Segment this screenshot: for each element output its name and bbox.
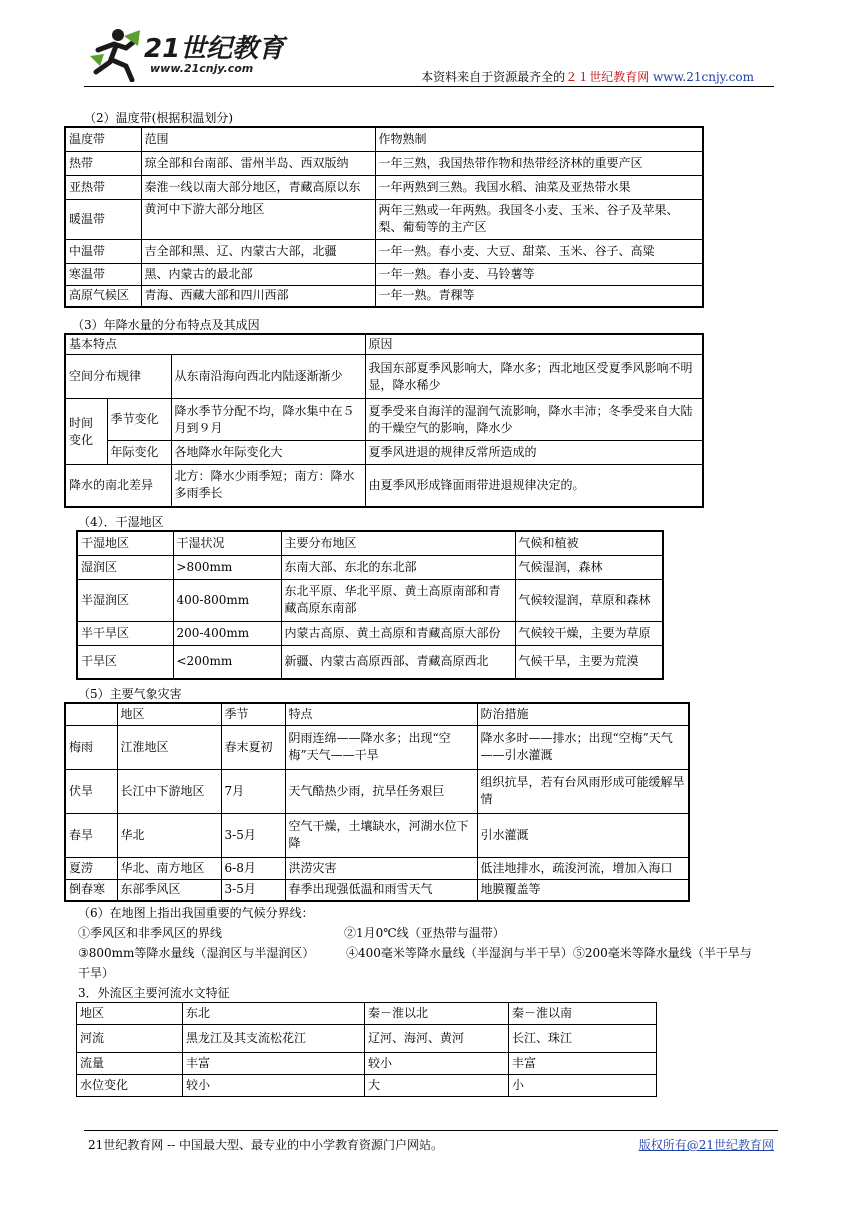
table-cell: 河流	[77, 1025, 183, 1053]
table-cell: 一年一熟。春小麦、马铃薯等	[375, 263, 703, 285]
table-cell: 黑、内蒙古的最北部	[141, 263, 375, 285]
temp-zone-table	[64, 126, 704, 308]
table-header-row	[77, 531, 663, 555]
dry-wet-caption: （4）．干湿地区	[78, 515, 164, 529]
table-cell: 内蒙古高原、黄土高原和青藏高原大部份	[281, 621, 515, 645]
logo-text: 21世纪教育	[144, 34, 285, 64]
table-cell: 降水的南北差异	[65, 465, 171, 507]
table-cell: 400-800mm	[173, 579, 281, 621]
table-cell: 7月	[221, 769, 285, 813]
logo-site: www.21cnjy.com	[150, 62, 254, 75]
header-cell: 季节	[221, 703, 285, 725]
table-cell: 200-400mm	[173, 621, 281, 645]
table-cell: 3-5月	[221, 879, 285, 901]
header-cell: 主要分布地区	[281, 531, 515, 555]
table-cell: 长江中下游地区	[117, 769, 221, 813]
table-row	[65, 285, 703, 307]
disaster-table	[64, 702, 690, 902]
table-cell: 东部季风区	[117, 879, 221, 901]
table-cell: 洪涝灾害	[285, 857, 477, 879]
rain-caption: （3）年降水量的分布特点及其成因	[72, 318, 260, 332]
table-header-row	[65, 703, 689, 725]
table-row	[65, 725, 689, 769]
header-note	[421, 68, 754, 85]
table-cell: 琼全部和台南部、雷州半岛、西双版纳	[141, 151, 375, 175]
table-row	[65, 199, 703, 239]
header-cell: 防治措施	[477, 703, 689, 725]
table-row	[65, 879, 689, 901]
table-row	[65, 239, 703, 263]
table-cell: 两年三熟或一年两熟。我国冬小麦、玉米、谷子及苹果、梨、葡萄等的主产区	[375, 199, 703, 239]
table-row	[77, 1025, 657, 1053]
table-cell: 黑龙江及其支流松花江	[183, 1025, 365, 1053]
table-cell: 季节变化	[107, 399, 171, 441]
table-cell: 江淮地区	[117, 725, 221, 769]
header-note-prefix: 本资料来自于资源最齐全的	[421, 70, 566, 84]
table-cell: 低洼地排水，疏浚河流，增加入海口	[477, 857, 689, 879]
rivers-caption: 3．外流区主要河流水文特征	[78, 986, 230, 1000]
header-cell: 原因	[365, 334, 703, 355]
table-cell: 气候干旱，主要为荒漠	[515, 645, 663, 679]
table-row	[65, 769, 689, 813]
table-header-row	[65, 334, 703, 355]
table-cell: 6-8月	[221, 857, 285, 879]
table-cell: 从东南沿海向西北内陆逐渐渐少	[171, 355, 365, 399]
table-cell: 气候较干燥，主要为草原	[515, 621, 663, 645]
table-cell: 年际变化	[107, 441, 171, 465]
table-cell: 夏季风进退的规律反常所造成的	[365, 441, 703, 465]
table-cell: 中温带	[65, 239, 141, 263]
table-cell: 大	[365, 1075, 509, 1097]
table-cell: 一年一熟。春小麦、大豆、甜菜、玉米、谷子、高粱	[375, 239, 703, 263]
table-cell: 空间分布规律	[65, 355, 171, 399]
table-cell: 夏涝	[65, 857, 117, 879]
table-row	[65, 151, 703, 175]
disaster-caption: （5）主要气象灾害	[78, 687, 182, 701]
table-cell: 半干旱区	[77, 621, 173, 645]
header-cell: 干湿状况	[173, 531, 281, 555]
table-cell: 一年一熟。青稞等	[375, 285, 703, 307]
boundary-line: ④400毫米等降水量线（半湿润与半干旱）⑤200毫米等降水量线（半干旱与	[346, 946, 752, 960]
logo	[88, 26, 298, 82]
footer-divider	[84, 1130, 778, 1131]
header-cell: 干湿地区	[77, 531, 173, 555]
boundary-line: ①季风区和非季风区的界线	[78, 926, 223, 940]
table-cell: 春季出现强低温和雨雪天气	[285, 879, 477, 901]
table-cell: 组织抗旱，若有台风雨形成可能缓解旱情	[477, 769, 689, 813]
table-row	[77, 645, 663, 679]
table-cell: 高原气候区	[65, 285, 141, 307]
footer-text: 21世纪教育网 -- 中国最大型、最专业的中小学教育资源门户网站。	[88, 1138, 444, 1152]
table-row	[65, 355, 703, 399]
table-cell: 较小	[365, 1053, 509, 1075]
header-cell: 温度带	[65, 127, 141, 151]
table-cell: 东北平原、华北平原、黄土高原南部和青藏高原东南部	[281, 579, 515, 621]
table-cell: <200mm	[173, 645, 281, 679]
header-cell: 地区	[117, 703, 221, 725]
header-cell: 基本特点	[65, 334, 365, 355]
table-cell: 一年两熟到三熟。我国水稻、油菜及亚热带水果	[375, 175, 703, 199]
boundary-line: ③800mm等降水量线（湿润区与半湿润区）	[78, 946, 315, 960]
table-cell: 吉全部和黑、辽、内蒙古大部，北疆	[141, 239, 375, 263]
table-row	[65, 813, 689, 857]
table-row	[65, 465, 703, 507]
temp-zone-caption: （2）温度带(根据积温划分)	[84, 111, 233, 125]
table-cell: 引水灌溉	[477, 813, 689, 857]
footer-copyright-link[interactable]: 版权所有@21世纪教育网	[638, 1138, 774, 1152]
table-cell: 夏季受来自海洋的湿润气流影响，降水丰沛；冬季受来自大陆的干燥空气的影响，降水少	[365, 399, 703, 441]
table-cell: 阴雨连绵——降水多；出现“空梅”天气——干旱	[285, 725, 477, 769]
table-cell: 气候较湿润，草原和森林	[515, 579, 663, 621]
table-cell: 春旱	[65, 813, 117, 857]
table-cell: 东南大部、东北的东北部	[281, 555, 515, 579]
table-cell: 我国东部夏季风影响大，降水多；西北地区受夏季风影响不明显，降水稀少	[365, 355, 703, 399]
header-note-url[interactable]: www.21cnjy.com	[653, 70, 754, 84]
table-row	[65, 175, 703, 199]
table-cell: 丰富	[183, 1053, 365, 1075]
table-cell: 湿润区	[77, 555, 173, 579]
table-cell: 流量	[77, 1053, 183, 1075]
header-note-brand: ２１世纪教育网	[565, 70, 650, 84]
rain-table	[64, 333, 704, 508]
header-cell: 秦－淮以南	[509, 1003, 657, 1025]
boundary-line: 干旱）	[78, 966, 115, 980]
table-row	[65, 857, 689, 879]
table-cell: 一年三熟，我国热带作物和热带经济林的重要产区	[375, 151, 703, 175]
table-row	[77, 621, 663, 645]
table-cell: >800mm	[173, 555, 281, 579]
table-cell: 新疆、内蒙古高原西部、青藏高原西北	[281, 645, 515, 679]
table-cell: 黄河中下游大部分地区	[141, 199, 375, 239]
table-cell: 倒春寒	[65, 879, 117, 901]
table-row	[77, 1053, 657, 1075]
header-cell: 秦－淮以北	[365, 1003, 509, 1025]
table-cell: 梅雨	[65, 725, 117, 769]
table-cell: 小	[509, 1075, 657, 1097]
table-cell: 伏旱	[65, 769, 117, 813]
table-cell: 半湿润区	[77, 579, 173, 621]
table-cell: 春末夏初	[221, 725, 285, 769]
table-cell: 气候湿润，森林	[515, 555, 663, 579]
table-cell: 3-5月	[221, 813, 285, 857]
table-row	[65, 441, 703, 465]
table-cell: 各地降水年际变化大	[171, 441, 365, 465]
table-row	[77, 555, 663, 579]
table-cell: 长江、珠江	[509, 1025, 657, 1053]
table-cell: 热带	[65, 151, 141, 175]
table-cell: 青海、西藏大部和四川西部	[141, 285, 375, 307]
table-cell: 天气酷热少雨，抗旱任务艰巨	[285, 769, 477, 813]
table-row	[77, 1075, 657, 1097]
boundary-line: ②1月0℃线（亚热带与温带）	[344, 926, 505, 940]
header-cell: 地区	[77, 1003, 183, 1025]
table-cell: 秦淮一线以南大部分地区，青藏高原以东	[141, 175, 375, 199]
table-row	[77, 579, 663, 621]
header-cell	[65, 703, 117, 725]
table-header-row	[77, 1003, 657, 1025]
table-cell: 辽河、海河、黄河	[365, 1025, 509, 1053]
header-cell: 东北	[183, 1003, 365, 1025]
header-cell: 气候和植被	[515, 531, 663, 555]
table-cell: 华北、南方地区	[117, 857, 221, 879]
table-cell: 暖温带	[65, 199, 141, 239]
table-cell: 亚热带	[65, 175, 141, 199]
header-divider	[84, 86, 774, 87]
table-cell: 空气干燥，土壤缺水，河湖水位下降	[285, 813, 477, 857]
table-cell: 丰富	[509, 1053, 657, 1075]
runner-logo-icon	[88, 26, 144, 82]
table-cell: 时间变化	[65, 399, 107, 465]
header-cell: 作物熟制	[375, 127, 703, 151]
table-cell: 寒温带	[65, 263, 141, 285]
table-cell: 较小	[183, 1075, 365, 1097]
page-header	[0, 0, 860, 96]
table-cell: 降水多时——排水；出现“空梅”天气——引水灌溉	[477, 725, 689, 769]
rivers-table	[76, 1002, 657, 1097]
boundaries-caption: （6）在地图上指出我国重要的气候分界线：	[78, 906, 314, 920]
header-cell: 特点	[285, 703, 477, 725]
table-cell: 干旱区	[77, 645, 173, 679]
table-cell: 地膜覆盖等	[477, 879, 689, 901]
table-row	[65, 399, 703, 441]
table-cell: 水位变化	[77, 1075, 183, 1097]
table-row	[65, 263, 703, 285]
header-cell: 范围	[141, 127, 375, 151]
dry-wet-table	[76, 530, 664, 680]
table-cell: 降水季节分配不均，降水集中在５月到９月	[171, 399, 365, 441]
table-cell: 由夏季风形成锋面雨带进退规律决定的。	[365, 465, 703, 507]
table-header-row	[65, 127, 703, 151]
table-cell: 北方：降水少雨季短；南方：降水多雨季长	[171, 465, 365, 507]
table-cell: 华北	[117, 813, 221, 857]
